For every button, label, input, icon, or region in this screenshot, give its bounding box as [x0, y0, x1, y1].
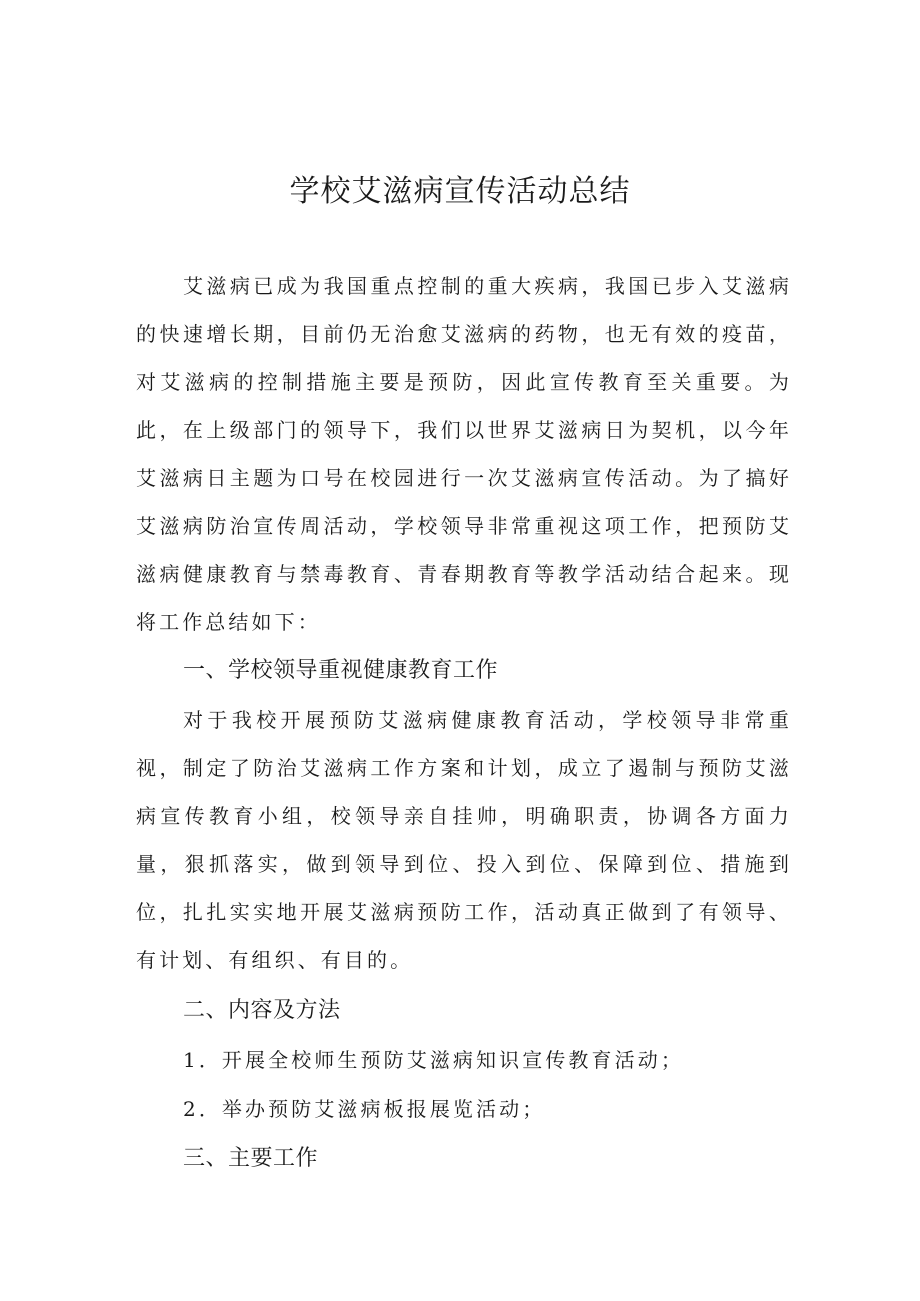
section-2-item-2: 2．举办预防艾滋病板报展览活动； [183, 1097, 546, 1121]
section-1-paragraph: 对于我校开展预防艾滋病健康教育活动，学校领导非常重视，制定了防治艾滋病工作方案和计划，成立了遏制与预防艾滋病宣传教育小组，校领导亲自挂帅，明确职责，协调各方面力量，狠抓落实，做到领导到位、投入到位、保障到位、措施到位，扎扎实实地开展艾滋病预防工作，活动真正做到了有领导、有计划、有组织、有目的。 [136, 708, 792, 972]
document-body [136, 262, 792, 1184]
section-1-heading: 一、学校领导重视健康教育工作 [183, 658, 499, 683]
section-2-item-1: 1．开展全校师生预防艾滋病知识宣传教育活动； [183, 1048, 684, 1072]
document-title: 学校艾滋病宣传活动总结 [289, 174, 631, 209]
section-3-heading: 三、主要工作 [183, 1146, 319, 1171]
intro-paragraph: 艾滋病已成为我国重点控制的重大疾病，我国已步入艾滋病的快速增长期，目前仍无治愈艾滋病的药物，也无有效的疫苗，对艾滋病的控制措施主要是预防，因此宣传教育至关重要。为此，在上级部门的领导下，我们以世界艾滋病日为契机，以今年艾滋病日主题为口号在校园进行一次艾滋病宣传活动。为了搞好艾滋病防治宣传周活动，学校领导非常重视这项工作，把预防艾滋病健康教育与禁毒教育、青春期教育等教学活动结合起来。现将工作总结如下： [136, 274, 792, 634]
section-2-heading: 二、内容及方法 [183, 998, 341, 1023]
